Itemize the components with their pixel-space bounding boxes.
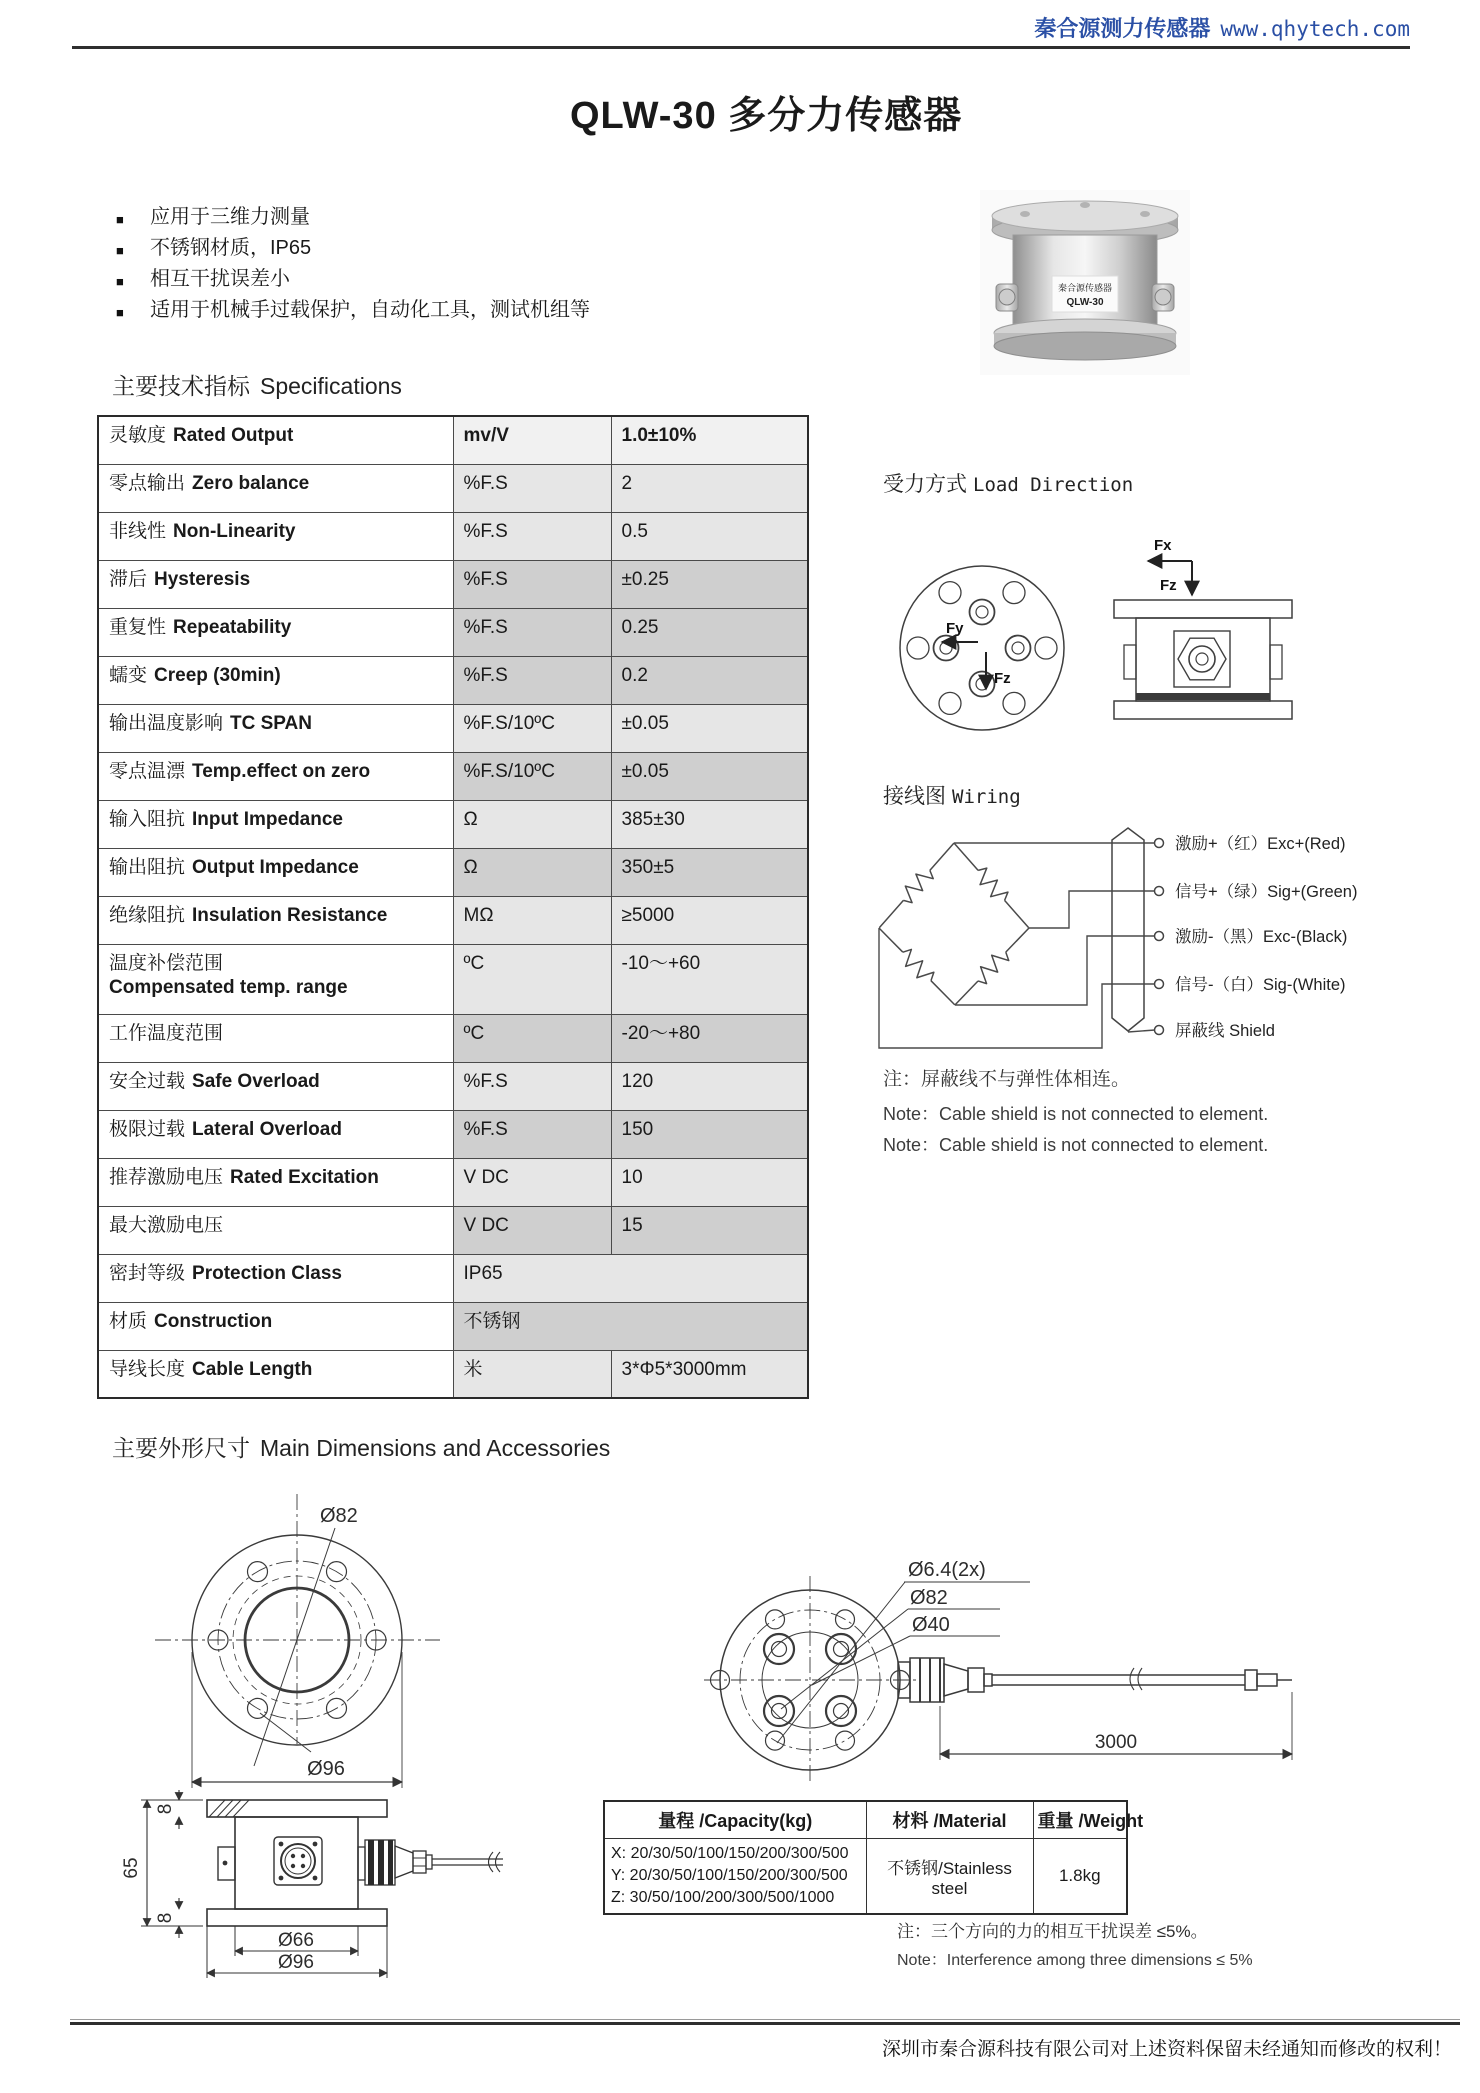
spec-label-en: Zero balance	[192, 472, 310, 494]
spec-label	[98, 1350, 453, 1398]
spec-label-zh: 极限过载	[109, 1118, 186, 1140]
specs-heading-zh: 主要技术指标	[112, 373, 250, 399]
dim-label-flange-96: Ø96	[278, 1952, 314, 1973]
spec-label	[98, 1206, 453, 1254]
spec-label	[98, 1110, 453, 1158]
spec-label-zh: 灵敏度	[109, 425, 167, 446]
wiring-heading-en: Wiring	[952, 786, 1021, 808]
fy-label: Fy	[946, 620, 964, 637]
capacity-data-row	[604, 1839, 1127, 1915]
mounting-bolts	[934, 600, 1031, 697]
feature-item: ■ 不锈钢材质，IP65	[116, 237, 590, 259]
spec-unit: %F.S	[453, 656, 611, 704]
spec-row	[98, 1158, 808, 1206]
spec-label-zh: 材质	[109, 1310, 148, 1332]
spec-label-en: Creep (30min)	[154, 664, 281, 686]
spec-value: ±0.05	[611, 704, 808, 752]
spec-row	[98, 416, 808, 464]
spec-unit: %F.S	[453, 608, 611, 656]
bottom-flange	[994, 332, 1176, 360]
spec-row	[98, 944, 808, 1014]
spec-label	[98, 944, 453, 1014]
footer-note: 深圳市秦合源科技有限公司对上述资料保留未经通知而修改的权利！	[881, 2039, 1452, 2060]
spec-label-zh: 输入阻抗	[109, 808, 186, 830]
header-divider	[72, 46, 1410, 49]
feature-item: ■ 相互干扰误差小	[116, 268, 590, 290]
spec-unit: 米	[453, 1350, 611, 1398]
company-website: www.qhytech.com	[1220, 17, 1410, 41]
footer-divider	[70, 2022, 1460, 2025]
body-outline	[235, 1817, 358, 1909]
fx-label: Fx	[1154, 537, 1172, 554]
top-view-drawing	[130, 1482, 470, 1802]
capacity-values	[604, 1839, 866, 1915]
spec-label	[98, 1302, 453, 1350]
feature-item: ■ 适用于机械手过载保护，自动化工具，测试机组等	[116, 299, 590, 321]
spec-value: ≥5000	[611, 896, 808, 944]
spec-label-zh: 输出阻抗	[109, 856, 186, 878]
wiring-heading	[883, 780, 1021, 810]
spec-row	[98, 608, 808, 656]
spec-label	[98, 1158, 453, 1206]
spec-label	[98, 560, 453, 608]
spec-unit: ºC	[453, 944, 611, 1014]
capacity-table	[603, 1800, 1144, 1915]
spec-value: 350±5	[611, 848, 808, 896]
interference-notes	[897, 1917, 1253, 1970]
terminal-label-exc-minus: 激励-（黑）Exc-(Black)	[1175, 928, 1348, 946]
spec-row	[98, 896, 808, 944]
side-view-bottom-plate	[1114, 701, 1292, 719]
fz-side-label: Fz	[1160, 577, 1177, 594]
spec-label-zh: 密封等级	[109, 1262, 186, 1284]
spec-value: -10～+60	[611, 944, 808, 1014]
bottom-flange-outline	[207, 1909, 387, 1926]
spec-unit: IP65	[453, 1254, 808, 1302]
spec-row	[98, 752, 808, 800]
spec-label-zh: 安全过载	[109, 1070, 186, 1092]
spec-label-en: Cable Length	[192, 1358, 313, 1380]
dim-label-cable-length: 3000	[1094, 1732, 1138, 1753]
specs-section-heading	[112, 368, 402, 401]
top-view-flange	[900, 566, 1064, 730]
specs-heading-en: Specifications	[260, 373, 402, 399]
spec-label-zh: 绝缘阻抗	[109, 904, 186, 926]
spec-label-zh: 输出温度影响	[109, 712, 224, 734]
footer-divider-light	[70, 2019, 1460, 2020]
spec-value: ±0.25	[611, 560, 808, 608]
spec-label	[98, 704, 453, 752]
spec-row	[98, 464, 808, 512]
spec-value: 0.2	[611, 656, 808, 704]
spec-label-zh: 零点温漂	[109, 760, 186, 782]
fz-label: Fz	[994, 670, 1011, 687]
spec-value: 3*Φ5*3000mm	[611, 1350, 808, 1398]
front-connector	[274, 1837, 322, 1885]
spec-label-en: Hysteresis	[154, 568, 251, 590]
terminals	[1155, 839, 1164, 1035]
cable-connector	[898, 1658, 992, 1702]
spec-row	[98, 848, 808, 896]
dim-label-flange-bottom-8: 8	[155, 1912, 176, 1924]
spec-label-en: Output Impedance	[192, 856, 359, 878]
capacity-line-y: Y: 20/30/50/100/150/200/300/500	[611, 1867, 848, 1884]
product-photo	[980, 190, 1190, 375]
spec-label-zh: 工作温度范围	[109, 1022, 224, 1044]
side-view-drawing	[95, 1790, 515, 2025]
spec-label	[98, 800, 453, 848]
spec-label	[98, 608, 453, 656]
spec-row	[98, 1254, 808, 1302]
capacity-line-z: Z: 30/50/100/200/300/500/1000	[611, 1889, 835, 1906]
spec-value: 120	[611, 1062, 808, 1110]
spec-value: 10	[611, 1158, 808, 1206]
spec-label-zh: 滞后	[109, 568, 148, 590]
spec-label-en: Safe Overload	[192, 1070, 320, 1092]
company-name: 秦合源测力传感器	[1034, 16, 1211, 41]
wires	[879, 843, 1155, 1048]
spec-value: -20～+80	[611, 1014, 808, 1062]
spec-label	[98, 1014, 453, 1062]
capacity-header-row	[604, 1801, 1127, 1839]
wiring-note-en: Note：Cable shield is not connected to element.	[883, 1135, 1269, 1155]
spec-unit: Ω	[453, 800, 611, 848]
hex-nut	[1178, 638, 1226, 680]
load-direction-heading	[883, 468, 1133, 498]
load-direction-heading-zh: 受力方式	[883, 473, 967, 496]
spec-row	[98, 1350, 808, 1398]
spec-unit: %F.S	[453, 1110, 611, 1158]
specs-table	[97, 415, 809, 1399]
spec-label-en: Protection Class	[192, 1262, 342, 1284]
spec-label	[98, 656, 453, 704]
spec-label-en: Rated Excitation	[230, 1166, 379, 1188]
spec-label	[98, 464, 453, 512]
spec-unit: %F.S/10ºC	[453, 704, 611, 752]
spec-row	[98, 656, 808, 704]
flange-view-drawing	[500, 1478, 1300, 1788]
spec-label-en: Lateral Overload	[192, 1118, 342, 1140]
feature-list	[116, 206, 590, 330]
load-direction-figure	[862, 533, 1302, 748]
wiring-figure	[862, 820, 1462, 1065]
spec-label-en: TC SPAN	[230, 712, 312, 734]
interference-note-en: Note：Interference among three dimensions ≤ 5%	[897, 1952, 1253, 1969]
spec-unit: %F.S	[453, 560, 611, 608]
spec-row	[98, 560, 808, 608]
interference-note-zh: 注：三个方向的力的相互干扰误差 ≤5%。	[897, 1922, 1208, 1941]
spec-row	[98, 800, 808, 848]
product-label-model: QLW-30	[1066, 297, 1104, 308]
spec-label	[98, 512, 453, 560]
specs-table-body	[98, 416, 808, 1398]
capacity-line-x: X: 20/30/50/100/150/200/300/500	[611, 1845, 849, 1862]
dim-label-bolt-circle-82: Ø82	[320, 1505, 358, 1527]
page-title: QLW-30 多分力传感器	[570, 95, 963, 137]
spec-label-zh: 重复性	[109, 616, 167, 638]
spec-value: 15	[611, 1206, 808, 1254]
spec-row	[98, 1014, 808, 1062]
spec-label-zh: 温度补偿范围	[109, 952, 224, 974]
dim-heading-en: Main Dimensions and Accessories	[260, 1435, 611, 1461]
spec-label-zh: 推荐激励电压	[109, 1166, 224, 1188]
spec-label-en: Rated Output	[173, 425, 294, 446]
spec-label-zh: 非线性	[109, 520, 167, 542]
spec-unit: %F.S/10ºC	[453, 752, 611, 800]
spec-label	[98, 896, 453, 944]
spec-label-en: Insulation Resistance	[192, 904, 388, 926]
spec-label-zh: 零点输出	[109, 472, 186, 494]
cable	[992, 1668, 1292, 1690]
wiring-note-en: Note：Cable shield is not connected to element.	[883, 1104, 1269, 1124]
terminal-label-shield: 屏蔽线 Shield	[1175, 1022, 1275, 1040]
spec-value: 0.25	[611, 608, 808, 656]
dim-label-bolt-circle: Ø82	[910, 1587, 948, 1609]
spec-label	[98, 848, 453, 896]
dim-label-inner: Ø40	[912, 1614, 950, 1636]
capacity-header-material: 材料 /Material	[866, 1801, 1033, 1839]
dim-label-holes: Ø6.4(2x)	[908, 1559, 986, 1581]
spec-value: 385±30	[611, 800, 808, 848]
spec-unit: MΩ	[453, 896, 611, 944]
spec-unit: mv/V	[453, 416, 611, 464]
spec-unit: V DC	[453, 1206, 611, 1254]
weight-value: 1.8kg	[1033, 1839, 1127, 1915]
terminal-label-sig-minus: 信号-（白）Sig-(White)	[1175, 976, 1346, 994]
wiring-heading-zh: 接线图	[883, 785, 946, 808]
capacity-header-capacity: 量程 /Capacity(kg)	[604, 1801, 866, 1839]
spec-label-en: Temp.effect on zero	[192, 760, 371, 782]
spec-value: 1.0±10%	[611, 416, 808, 464]
spec-label-en: Non-Linearity	[173, 520, 296, 542]
spec-label-en: Compensated temp. range	[109, 976, 348, 998]
side-view-top-plate	[1114, 600, 1292, 618]
dim-label-height-65: 65	[121, 1857, 142, 1879]
feature-item: ■ 应用于三维力测量	[116, 206, 590, 228]
spec-label-en: Repeatability	[173, 616, 292, 638]
terminal-label-exc-plus: 激励+（红）Exc+(Red)	[1175, 835, 1346, 853]
spec-row	[98, 1110, 808, 1158]
spec-row	[98, 512, 808, 560]
spec-row	[98, 704, 808, 752]
spec-label-zh: 蠕变	[109, 664, 148, 686]
spec-label	[98, 416, 453, 464]
wiring-note-zh: 注：屏蔽线不与弹性体相连。	[883, 1069, 1131, 1090]
wiring-notes	[883, 1064, 1268, 1162]
dimension-lines	[141, 1790, 387, 1978]
spec-label-en: Construction	[154, 1310, 273, 1332]
capacity-header-weight: 重量 /Weight	[1033, 1801, 1127, 1839]
spec-value: ±0.05	[611, 752, 808, 800]
spec-unit: %F.S	[453, 464, 611, 512]
spec-value: 2	[611, 464, 808, 512]
spec-unit: V DC	[453, 1158, 611, 1206]
spec-row	[98, 1206, 808, 1254]
cable-sheath	[1112, 828, 1144, 1031]
spec-label	[98, 1062, 453, 1110]
wheatstone-bridge	[873, 838, 1034, 1011]
spec-unit: ºC	[453, 1014, 611, 1062]
spec-label-en: Input Impedance	[192, 808, 343, 830]
spec-row	[98, 1302, 808, 1350]
material-value: 不锈钢/Stainless steel	[866, 1839, 1033, 1915]
header	[1034, 12, 1410, 43]
dim-label-body-66: Ø66	[278, 1930, 314, 1951]
spec-unit: %F.S	[453, 1062, 611, 1110]
spec-unit: Ω	[453, 848, 611, 896]
load-direction-heading-en: Load Direction	[973, 474, 1134, 496]
top-flange-outline	[207, 1800, 387, 1817]
dimensions-section-heading	[112, 1430, 610, 1463]
spec-unit: 不锈钢	[453, 1302, 808, 1350]
spec-value: 150	[611, 1110, 808, 1158]
spec-label	[98, 1254, 453, 1302]
spec-unit: %F.S	[453, 512, 611, 560]
terminal-label-sig-plus: 信号+（绿）Sig+(Green)	[1175, 883, 1358, 901]
spec-label-zh: 导线长度	[109, 1358, 186, 1380]
spec-label-zh: 最大激励电压	[109, 1214, 224, 1236]
dim-label-flange-top-8: 8	[155, 1803, 176, 1815]
product-label-brand: 秦合源传感器	[1057, 283, 1113, 293]
spec-label	[98, 752, 453, 800]
spec-row	[98, 1062, 808, 1110]
cable-gland	[358, 1840, 503, 1885]
spec-value: 0.5	[611, 512, 808, 560]
dim-heading-zh: 主要外形尺寸	[112, 1435, 250, 1461]
dim-label-outer-96: Ø96	[307, 1758, 345, 1780]
